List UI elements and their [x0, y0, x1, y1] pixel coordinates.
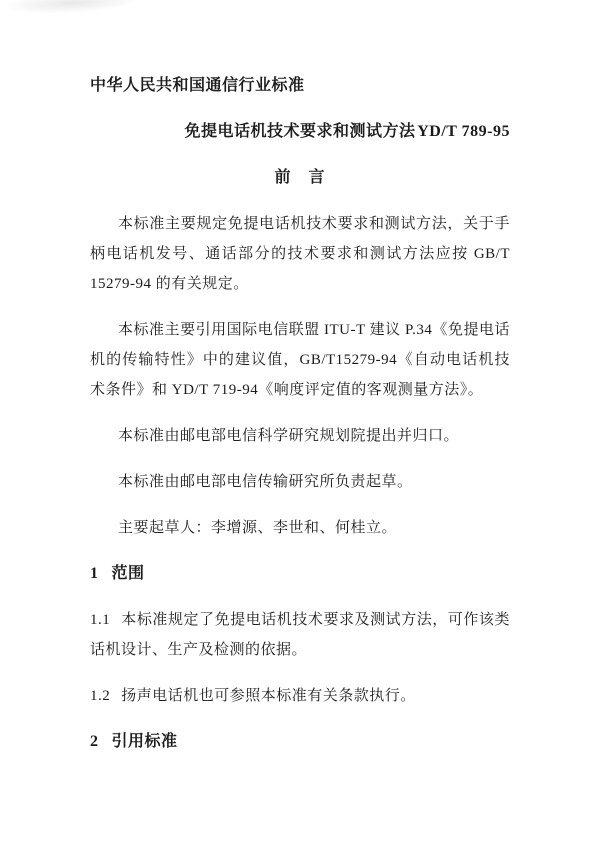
section-1-number: 1: [90, 565, 99, 582]
section-1-heading: [90, 559, 510, 589]
clause-1-2-number: 1.2: [90, 688, 111, 704]
section-2-number: 2: [90, 733, 99, 750]
clause-1-2: [90, 681, 510, 711]
document-title: 免提电话机技术要求和测试方法: [184, 123, 416, 140]
section-2-title: 引用标准: [111, 733, 178, 750]
section-2-heading: [90, 727, 510, 757]
clause-1-1-text: 本标准规定了免提电话机技术要求及测试方法，可作该类话机设计、生产及检测的依据。: [90, 612, 510, 658]
foreword-paragraph-scope: 本标准主要规定免提电话机技术要求和测试方法，关于手柄电话机发号、通话部分的技术要求和测试方法应按 GB/T 15279-94 的有关规定。: [90, 216, 510, 292]
foreword-paragraph-proposed-by: 本标准由邮电部电信科学研究规划院提出并归口。: [118, 428, 460, 444]
document-body: [90, 71, 510, 757]
title-line: [90, 117, 510, 147]
section-1-title: 范围: [111, 565, 145, 582]
foreword-heading: 前 言: [274, 169, 326, 186]
foreword-paragraph-drafters: 主要起草人：李增源、李世和、何桂立。: [118, 520, 398, 536]
standard-class-heading: 中华人民共和国通信行业标准: [90, 77, 305, 94]
clause-1-1-number: 1.1: [90, 612, 111, 628]
foreword-paragraph-drafted-by: 本标准由邮电部电信传输研究所负责起草。: [118, 474, 413, 490]
foreword-paragraph-references: 本标准主要引用国际电信联盟 ITU-T 建议 P.34《免提电话机的传输特性》中的建议值，GB/T15279-94《自动电话机技术条件》和 YD/T 719-94《响度评定值的客观测量方法》。: [90, 322, 510, 398]
clause-1-2-text: 扬声电话机也可参照本标准有关条款执行。: [121, 688, 416, 704]
scan-artifact: [2, 0, 143, 17]
standard-number: YD/T 789-95: [417, 123, 510, 140]
clause-1-1: [90, 605, 510, 665]
